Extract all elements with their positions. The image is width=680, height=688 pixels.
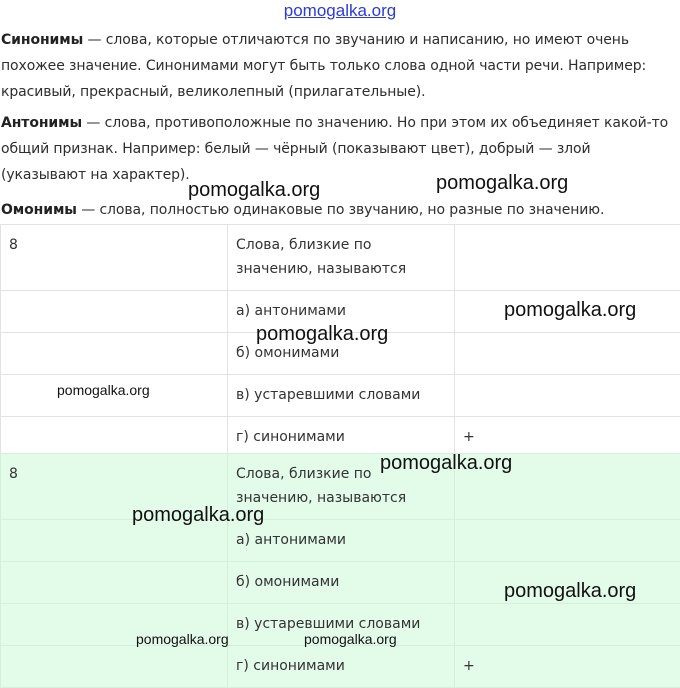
- term-synonyms: Синонимы: [1, 32, 83, 48]
- watermark-text: pomogalka.org: [304, 631, 397, 647]
- option-row: [1, 291, 680, 333]
- watermark-text: pomogalka.org: [136, 631, 229, 647]
- question-number: 8: [1, 454, 228, 520]
- option-row: [1, 646, 680, 688]
- answer-mark: [455, 333, 680, 375]
- option-row: [1, 604, 680, 646]
- answer-mark: [455, 520, 680, 562]
- option-label: в) устаревшими словами: [228, 375, 455, 417]
- question-row: [1, 225, 680, 291]
- synonyms-paragraph: [1, 27, 673, 105]
- option-row: [1, 333, 680, 375]
- answer-mark: [455, 375, 680, 417]
- watermark-text: pomogalka.org: [132, 504, 264, 527]
- question-row: [1, 454, 680, 520]
- option-row: [1, 375, 680, 417]
- option-label: г) синонимами: [228, 417, 455, 459]
- quiz-table-1: [0, 224, 680, 459]
- watermark-text: pomogalka.org: [57, 382, 150, 398]
- option-label: а) антонимами: [228, 291, 455, 333]
- option-row: [1, 562, 680, 604]
- option-label: а) антонимами: [228, 520, 455, 562]
- answer-mark: +: [455, 417, 680, 459]
- watermark-text: pomogalka.org: [504, 580, 636, 603]
- watermark-text: pomogalka.org: [436, 172, 568, 195]
- synonyms-definition: — слова, которые отличаются по звучанию и написанию, но имеют очень похожее значение. Синонимами могут быть только слова одной части речи. Например: красивый, прекрасный, великолепный (прилагательные).: [1, 32, 646, 100]
- watermark-text: pomogalka.org: [256, 323, 388, 346]
- option-row: [1, 520, 680, 562]
- antonyms-definition: — слова, противоположные по значению. Но при этом их объединяет какой-то общий признак. Например: белый — чёрный (показывают цвет), добрый — злой (указывают на характер).: [1, 115, 668, 183]
- answer-mark: [455, 225, 680, 291]
- question-number: 8: [1, 225, 228, 291]
- answer-mark: [455, 604, 680, 646]
- question-text: Слова, близкие по значению, называются: [228, 225, 455, 291]
- antonyms-paragraph: [1, 110, 673, 188]
- answer-mark: [455, 454, 680, 520]
- homonyms-definition: — слова, полностью одинаковые по звучанию, но разные по значению.: [77, 202, 604, 218]
- answer-mark: [455, 291, 680, 333]
- answer-mark: [455, 562, 680, 604]
- option-label: в) устаревшими словами: [228, 604, 455, 646]
- watermark-text: pomogalka.org: [188, 179, 320, 202]
- term-antonyms: Антонимы: [1, 115, 82, 131]
- question-text: Слова, близкие по значению, называются: [228, 454, 455, 520]
- top-watermark-link[interactable]: pomogalka.org: [0, 1, 680, 21]
- watermark-text: pomogalka.org: [504, 299, 636, 322]
- quiz-table-2-highlighted: [0, 453, 680, 688]
- watermark-text: pomogalka.org: [380, 452, 512, 475]
- answer-mark: +: [455, 646, 680, 688]
- term-homonyms: Омонимы: [1, 202, 77, 218]
- option-label: г) синонимами: [228, 646, 455, 688]
- option-label: б) омонимами: [228, 562, 455, 604]
- homonyms-paragraph: [1, 197, 673, 223]
- option-label: б) омонимами: [228, 333, 455, 375]
